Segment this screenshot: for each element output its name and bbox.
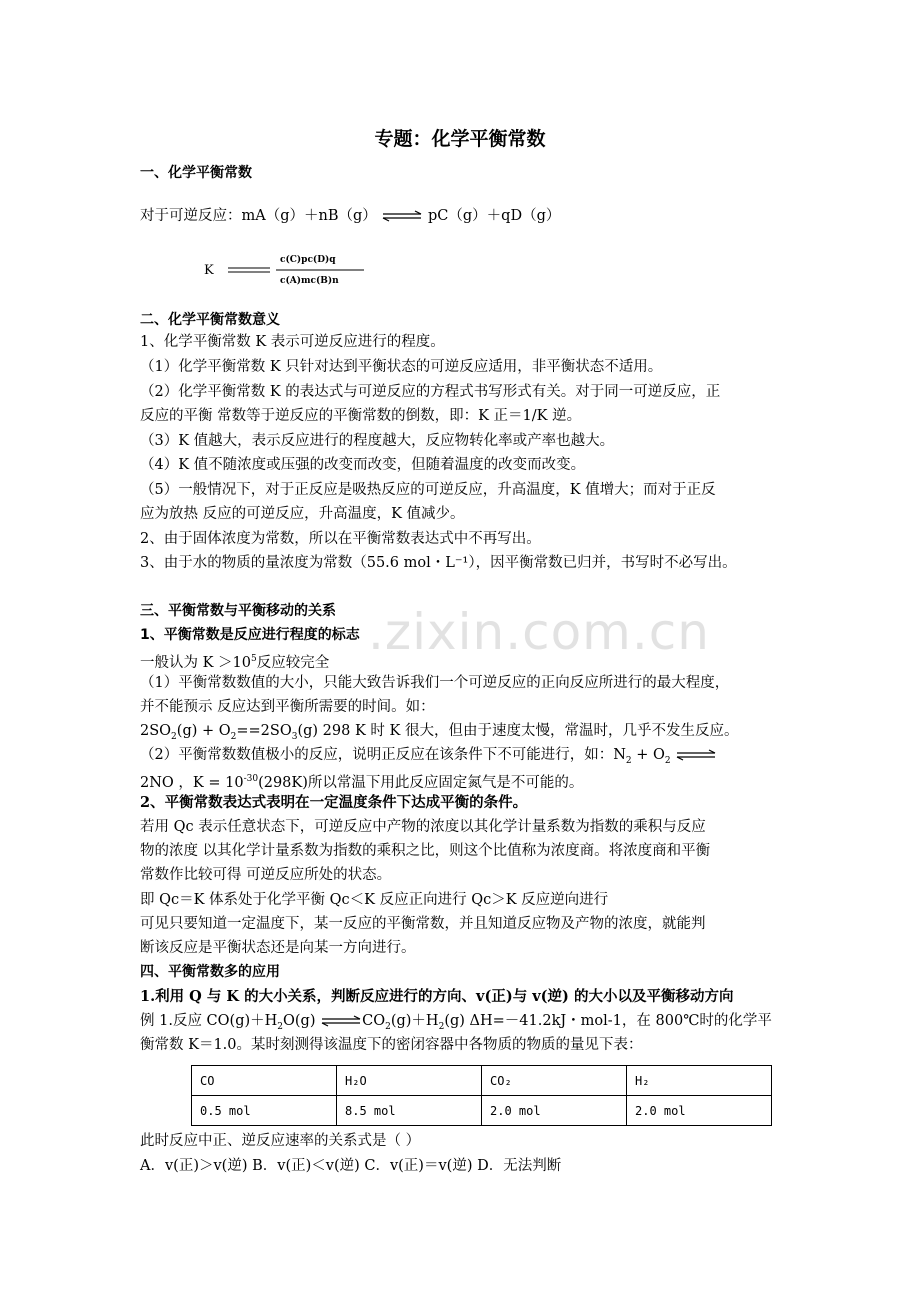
- section-2-heading: 二、化学平衡常数意义: [140, 312, 280, 328]
- table-cell: 0.5 mol: [192, 1096, 337, 1126]
- text-line: （5）一般情况下，对于正反应是吸热反应的可逆反应，升高温度，K 值增大；而对于正反: [140, 482, 716, 498]
- text-line: 1、化学平衡常数 K 表示可逆反应进行的程度。: [140, 334, 445, 350]
- equilibrium-arrow-icon: [675, 749, 717, 761]
- table-row: [192, 1066, 772, 1096]
- text-span: ==2SO: [236, 723, 292, 739]
- table-cell: 8.5 mol: [337, 1096, 482, 1126]
- subheading: 1.利用 Q 与 K 的大小关系，判断反应进行的方向、v(正)与 v(逆) 的大小以及平衡移动方向: [140, 988, 734, 1005]
- k-formula: [204, 252, 374, 291]
- superscript: -30: [243, 774, 259, 784]
- text-line: （3）K 值越大，表示反应进行的程度越大，反应物转化率或产率也越大。: [140, 433, 615, 449]
- section-3-heading: 三、平衡常数与平衡移动的关系: [140, 603, 336, 619]
- page-title: 专题：化学平衡常数: [374, 128, 546, 150]
- text-span: (g) 298 K 时 K 很大，但由于速度太慢，常温时，几乎不发生反应。: [297, 723, 739, 739]
- text-line: （1）平衡常数数值的大小，只能大致告诉我们一个可逆反应的正向反应所进行的最大程度，: [140, 675, 730, 691]
- text-line: 断该反应是平衡状态还是向某一方向进行。: [140, 940, 416, 956]
- reaction-left: 对于可逆反应：mA（g）＋nB（g）: [140, 208, 377, 224]
- text-line: 2、由于固体浓度为常数，所以在平衡常数表达式中不再写出。: [140, 531, 541, 547]
- subheading: 1、平衡常数是反应进行程度的标志: [140, 627, 360, 643]
- reaction-right: pC（g）＋qD（g）: [428, 208, 561, 224]
- text-span: （2）平衡常数数值极小的反应，说明正反应在该条件下不可能进行，如：N: [140, 747, 626, 763]
- text-span: + O: [631, 747, 665, 763]
- options-line: A．v(正)＞v(逆) B．v(正)＜v(逆) C．v(正)＝v(逆) D．无法判断: [140, 1158, 562, 1174]
- table-header-cell: H₂: [627, 1066, 772, 1096]
- k-denominator: c(A)mc(B)n: [280, 276, 339, 286]
- text-span: 反应较完全: [256, 654, 330, 671]
- reaction-equation: [140, 206, 790, 226]
- text-line: [140, 649, 790, 673]
- text-line: 应为放热 反应的可逆反应，升高温度，K 值减少。: [140, 506, 465, 522]
- section-4-heading: 四、平衡常数多的应用: [140, 964, 280, 980]
- text-span: (298K)所以常温下用此反应固定氮气是不可能的。: [258, 774, 584, 791]
- text-line: 可见只要知道一定温度下，某一反应的平衡常数，并且知道反应物及产物的浓度，就能判: [140, 916, 706, 932]
- text-span: O(g): [283, 1013, 321, 1029]
- subscript: 3: [291, 731, 298, 742]
- table-header-cell: H₂O: [337, 1066, 482, 1096]
- text-line: 反应的平衡 常数等于逆反应的平衡常数的倒数，即：K 正＝1/K 逆。: [140, 408, 582, 424]
- text-span: (g) ΔH=－41.2kJ・mol-1，在 800℃时的化学平: [444, 1013, 772, 1029]
- text-span: 例 1.反应 CO(g)＋H: [140, 1013, 278, 1029]
- text-line: 3、由于水的物质的量浓度为常数（55.6 mol・L⁻¹），因平衡常数已归并，书写时不必写出。: [140, 555, 737, 571]
- k-fraction: [204, 252, 374, 288]
- text-line: 若用 Qc 表示任意状态下，可逆反应中产物的浓度以其化学计量系数为指数的乘积与反应: [140, 819, 706, 835]
- text-line: [140, 769, 790, 793]
- subscript: 2: [171, 731, 177, 742]
- text-line: 常数作比较可得 可逆反应所处的状态。: [140, 867, 392, 883]
- equation-line: [140, 721, 790, 747]
- text-span: CO: [362, 1013, 386, 1029]
- table-header-cell: CO₂: [482, 1066, 627, 1096]
- equilibrium-arrow-icon: [381, 210, 423, 222]
- equilibrium-arrow-icon: [320, 1015, 362, 1027]
- text-line: 即 Qc＝K 体系处于化学平衡 Qc＜K 反应正向进行 Qc＞K 反应逆向进行: [140, 892, 609, 908]
- subscript: 2: [438, 1021, 445, 1032]
- table-cell: 2.0 mol: [482, 1096, 627, 1126]
- text-line: （4）K 值不随浓度或压强的改变而改变，但随着温度的改变而改变。: [140, 457, 586, 473]
- question-line: 此时反应中正、逆反应速率的关系式是（ ）: [140, 1133, 421, 1149]
- section-1-heading: 一、化学平衡常数: [140, 165, 252, 181]
- subscript: 2: [277, 1021, 284, 1032]
- example-line: [140, 1011, 790, 1037]
- subscript: 2: [664, 755, 671, 766]
- text-line: （2）化学平衡常数 K 的表达式与可逆反应的方程式书写形式有关。对于同一可逆反应，正: [140, 384, 721, 400]
- text-line: （1）化学平衡常数 K 只针对达到平衡状态的可逆反应适用，非平衡状态不适用。: [140, 359, 663, 375]
- table-row: [192, 1096, 772, 1126]
- text-line: 物的浓度 以其化学计量系数为指数的乘积之比，则这个比值称为浓度商。将浓度商和平衡: [140, 843, 711, 859]
- text-line: [140, 745, 790, 771]
- k-symbol: K: [204, 263, 214, 278]
- amounts-table: [191, 1065, 772, 1126]
- text-span: 2SO: [140, 723, 172, 739]
- k-numerator: c(C)pc(D)q: [280, 255, 336, 265]
- subscript: 2: [385, 1021, 391, 1032]
- text-span: 一般认为 K ＞10: [140, 654, 252, 671]
- text-span: 2NO ，K = 10: [140, 774, 244, 791]
- superscript: 5: [251, 654, 257, 664]
- subscript: 2: [230, 731, 237, 742]
- text-span: (g)＋H: [390, 1013, 439, 1029]
- table-cell: 2.0 mol: [627, 1096, 772, 1126]
- subscript: 2: [625, 755, 632, 766]
- subheading: 2、平衡常数表达式表明在一定温度条件下达成平衡的条件。: [140, 794, 528, 811]
- table-header-cell: CO: [192, 1066, 337, 1096]
- watermark: .zixin.com.cn: [368, 603, 710, 661]
- text-line: 衡常数 K＝1.0。某时刻测得该温度下的密闭容器中各物质的物质的量见下表：: [140, 1037, 643, 1053]
- text-span: (g) + O: [176, 723, 231, 739]
- text-line: 并不能预示 反应达到平衡所需要的时间。如：: [140, 699, 435, 715]
